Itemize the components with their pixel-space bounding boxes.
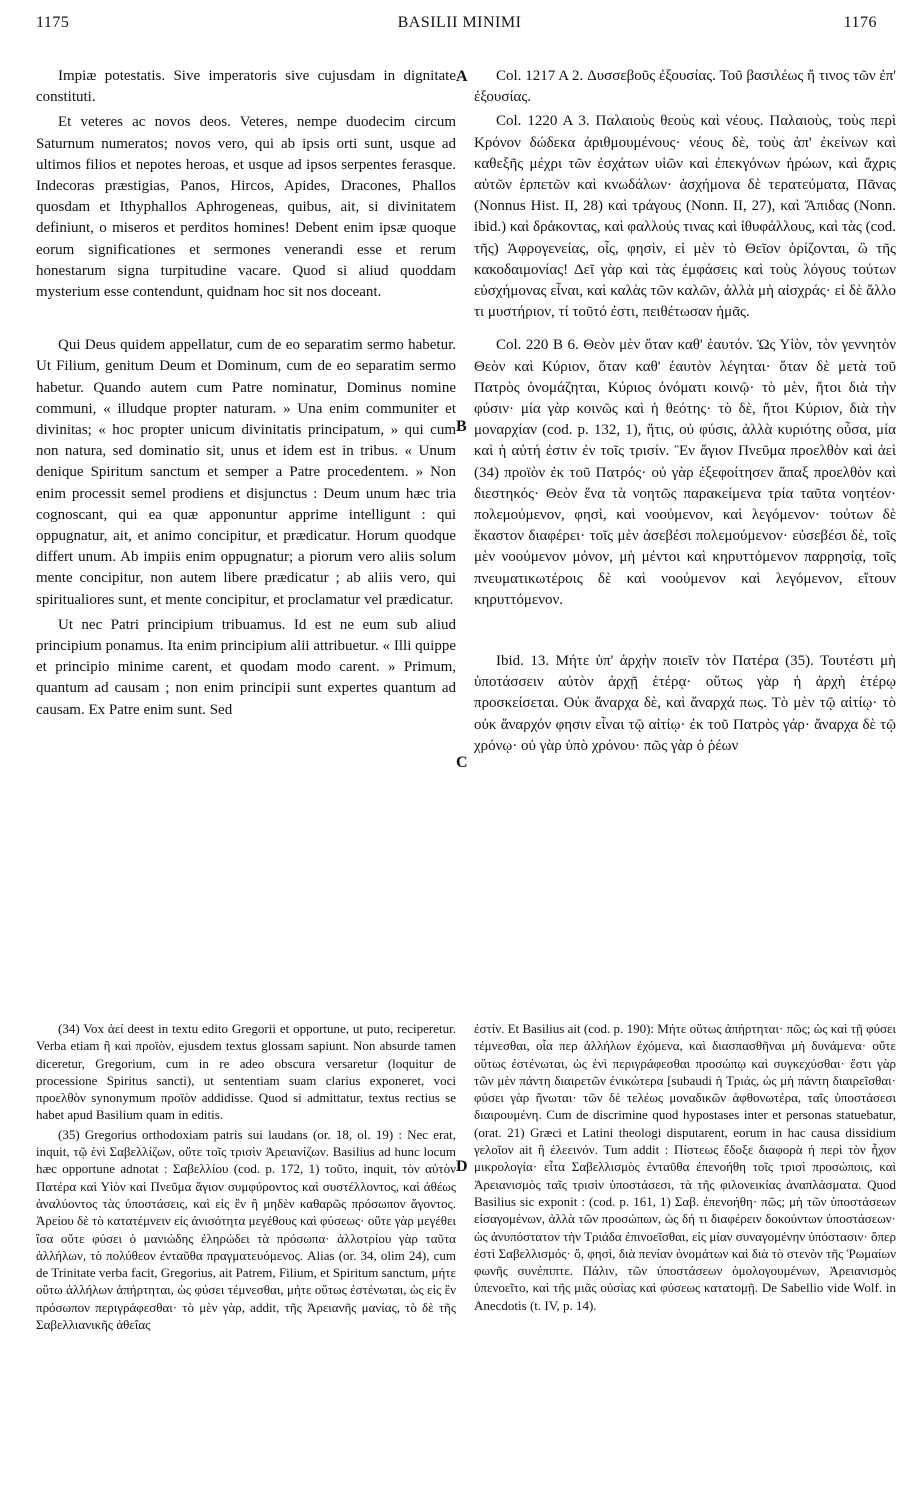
running-title: BASILII MINIMI xyxy=(397,14,522,31)
marker-d: D xyxy=(456,1158,468,1175)
greek-paragraph: Ibid. 13. Μήτε ὑπ' ἀρχὴν ποιεῖν τὸν Πατέρα (35). Τουτέστι μὴ ὑποτάσσειν αὐτὸν ἀρχῇ ἑτέρᾳ· οὕτως γὰρ ἡ ἀρχὴ ἑτέρῳ προσκείσεται. Οὐκ ἄναρχα δὲ, καὶ ἄναρχά πως. Τὸ μὲν τῷ αἰτίῳ· τὸ οὐκ ἄναρχόν φησιν εἶναι τῷ αἰτίῳ· ἐκ τοῦ Πατρὸς γάρ· ἄναρχα δὲ τῷ χρόνῳ· οὐ γὰρ ὑπὸ χρόνου· πῶς γὰρ ὁ ῥέων xyxy=(474,653,896,754)
greek-column xyxy=(474,66,896,760)
greek-paragraph: Col. 220 B 6. Θεὸν μὲν ὅταν καθ' ἑαυτόν. Ὡς Υἱὸν, τὸν γεννητὸν Θεὸν καὶ Κύριον, ὅταν καθ' ἑαυτὸν λέγηται· ὅταν δὲ μετὰ τοῦ Πατρὸς ὀνομάζηται, Κύριος ὀνόματι κοινῷ· τὸ μὲν, ἤτοι διὰ τὴν φύσιν· μία γὰρ κοινῶς καὶ ἡ θεότης· τὸ δὲ, ἤτοι Κύριον, διὰ τὴν μοναρχίαν (cod. p. 132, 1), ἥτις, οὐ φύσις, ἀλλὰ κυριότης οὖσα, μία καὶ ἡ αὐτή ἐστιν ἐν τοῖς τρισίν. Ἓν ἅγιον Πνεῦμα προελθὸν καὶ ἀεὶ (34) προϊὸν ἐκ τοῦ Πατρός· οὐ γὰρ ἐξεφοίτησεν ἅπαξ προελθὸν καὶ διεστηκός· Θεὸν ἕνα τὰ νοητῶς παρακείμενα τρία ταῦτα νοητέον· πολεμούμενον, φησὶ, καὶ νοούμενον, καὶ λεγόμενον· τούτων δὲ ἕκαστον διαφέρει· τοῖς μὲν ἀσεβέσι πολεμούμενον· εὐσεβέσι δὲ, τοῖς μὲν νοούμενον μόνον, μὴ μέντοι καὶ κηρυττόμενον παρρησίᾳ, τοῖς πνευματικωτέροις δὲ καὶ νοούμενον καὶ λεγόμενον, εἴτουν κηρυττόμενον. xyxy=(474,337,896,608)
latin-paragraph: Et veteres ac novos deos. Veteres, nempe duodecim circum Saturnum numeratos; novos vero, qui ab ipsis orti sunt, usque ad ultimos filios et nepotes heroas, et usque ad ipsos serpentes ferasque. Indecoras præstigias, Panos, Hircos, Apides, Dracones, Phallos quosdam et Ithyphallos Aphrogeneas, quibus, ait, si divinitatem definiunt, o miseros et perditos homines! Debent enim ipsæ quoque eorum significationes et sermones venerandi esse et rerum honestarum signa turpitudine vacare. Quod si aliud quoddam mysterium esse contendunt, quidnam hoc sit nos doceant. xyxy=(36,114,456,301)
marker-b: B xyxy=(456,418,467,435)
greek-paragraph: Col. 1217 A 2. Δυσσεβοῦς ἐξουσίας. Τοῦ βασιλέως ἤ τινος τῶν ἐπ' ἐξουσίας. xyxy=(474,68,896,106)
footnote: (35) Gregorius orthodoxiam patris sui laudans (or. 18, ol. 19) : Nec erat, inquit, τῷ ἑνὶ Σαβελλίζων, οὔτε τοῖς τρισὶν Ἀρειανίζων. Basilius ad hunc locum hæc opportune adnotat : Σαβελλίου (cod. p. 172, 1) τοῦτο, inquit, τὸν αὐτὸν Πατέρα καὶ Υἱὸν καὶ Πνεῦμα ἅγιον συμφύροντος καὶ συστέλλοντος, καὶ ἀθέως ἀναλύοντος τὰς ὑποστάσεις, καὶ εἰς ἓν ἢ μηδὲν καθαρῶς πρόσωπον ἄγοντος. Ἀρείου δὲ τὸ κατατέμνειν εἰς ἀνισότητα μεγέθους καὶ φύσεως· οὔτε γὰρ μεγέθει ἴσα οὔτε φύσει ὁ μανιώδης ἐληρώδει τὰ πρόσωπα· ἀλλοτρίου γὰρ ταῦτα ἀλλήλων, τὸ πολύθεον ἐνταῦθα πραγματευόμενος. Alias (or. 34, olim 24), cum de Trinitate verba facit, Gregorius, ait Patrem, Filium, et Spiritum sanctum, μήτε οὕτω ἀλλήλων ἀπήρτηται, ὡς φύσει τέμνεσθαι, μήτε οὕτως ἐστένωται, ὡς εἰς ἓν πρόσωπον περιγράφεσθαι· τὸ μὲν γὰρ, addit, τῆς Ἀρειανῆς μανίας, τὸ δὲ τῆς Σαβελλιανικῆς ἀθεΐας xyxy=(36,1126,456,1333)
page-number-left: 1175 xyxy=(36,14,70,31)
latin-paragraph: Impiæ potestatis. Sive imperatoris sive cujusdam in dignitate constituti. xyxy=(36,68,456,106)
footnote: (34) Vox ἀεί deest in textu edito Gregorii et opportune, ut puto, reciperetur. Verba etiam ἢ καὶ προϊὸν, ejusdem textus glossam sapiunt. Non absurde tamen diceretur, Gregorium, cum in re adeo obscura versaretur (loquitur de processione Spiritus sancti), ut sententiam suam clarius exponeret, voci προελθὸν synonymum προϊὸν addidisse. Quod si admittatur, textus rectius se habet apud Basilium quam in editis. xyxy=(36,1021,456,1123)
latin-column xyxy=(36,66,456,724)
page-number-right: 1176 xyxy=(843,14,877,31)
marker-a: A xyxy=(456,68,468,85)
latin-paragraph: Ut nec Patri principium tribuamus. Id est ne eum sub aliud principium ponamus. Ita enim principium alii attribuetur. « Illi quippe et principio minime carent, et quodam modo carent. » Primum, quantum ad causam ; non enim principii sunt expertes quantum ad causam. Ex Patre enim sunt. Sed xyxy=(36,616,456,718)
greek-paragraph: Col. 1220 A 3. Παλαιοὺς θεοὺς καὶ νέους. Παλαιοὺς, τοὺς περὶ Κρόνον δώδεκα ἀριθμουμένους· νέους δὲ, τοὺς ἀπ' ἐκείνων καὶ καθεξῆς μέχρι τῶν ἐσχάτων υἱῶν καὶ ἐπεκγόνων ἡρώων, καὶ ἄχρις αὐτῶν ἑρπετῶν καὶ κνωδάλων· ἀσχήμονα δὲ τερατεύματα, Πᾶνας (Nonnus Hist. II, 28) καὶ τράγους (Nonn. II, 27), καὶ Ἄπιδας (Nonn. ibid.) καὶ δράκοντας, καὶ φαλλούς τινας καὶ ἰθυφάλλους, καὶ τὰς (cod. τῆς) Ἀφρογενείας, οἷς, φησὶν, εἰ μὲν τὸ Θεῖον ὁρίζονται, ὢ τῆς κακοδαιμονίας! Δεῖ γὰρ καὶ τὰς ἐμφάσεις καὶ τοὺς λόγους τούτων εὐσχήμονας εἶναι, καὶ καλὰς τῶν καλῶν, ἀλλὰ μὴ αἰσχράς· εἰ δὲ ἄλλο τι μυστήριον, τί τοῦτό ἐστι, πειθέτωσαν ἡμᾶς. xyxy=(474,113,896,321)
marker-c: C xyxy=(456,754,468,771)
footnote-continuation: ἐστίν. Et Basilius ait (cod. p. 190): Μήτε οὕτως ἀπήρτηται· πῶς; ὡς καὶ τῇ φύσει τέμνεσθαι, οἷα περ ἀλλήλων ἐχόμενα, καὶ διασπασθῆναι μὴ δυνάμενα· οὔτε οὕτως ἐστένωται, ὡς ἑνὶ περιγράφεσθαι προσώπῳ καὶ συγκεχύσθαι· ἔστι γὰρ τῶν μὲν πάντη διαιρετῶν ἐνικώτερα [subaudi ἡ Τριάς, ὡς μὴ πάντη διαιρεῖσθαι· φύσει γὰρ ἥνωται· τῶν δὲ τελέως μοναδικῶν ἀφθονωτέρα, ταῖς ὑποστάσεσι διαιρουμένη. Cum de discrimine quod hypostases inter et personas statuebatur, (orat. 21) Græci et Latini theologi disputarent, eorum in hac causa dissidium γελοῖον ait ἢ ἐλεεινόν. Tum addit : Πίστεως ἔδοξε διαφορὰ ἡ περὶ τὸν ἦχον μικρολογία· εἶτα Σαβελλισμὸς ἐνταῦθα ἐπενοήθη τοῖς τρισὶ προσώποις, καὶ Ἀρειανισμὸς ταῖς τρισὶν ὑποστάσεσι, τὰ τῆς φιλονεικίας ἀναπλάσματα. Quod Basilius sic exponit : (cod. p. 161, 1) Σαβ. ἐπενοήθη· πῶς; μὴ τῶν ὑποστάσεων εἰσαγομένων, ἀλλὰ τῶν προσώπων, ὡς δή τι διαφέρειν δοκούντων ὑποστάσεων· ὡς ἀνυπόστατον τὴν Τριάδα ἐπινοεῖσθαι, εἰς μίαν συναγομένην ὑπόστασιν· ὅπερ ἐστὶ Σαβελλισμός· ὅ, φησὶ, διὰ πενίαν ὀνομάτων καὶ διὰ τὸ στενὸν τῆς Ῥωμαίων φωνῆς συνέπιπτε. Πάλιν, τῶν ὑποστάσεων ὁμολογουμένων, Ἀρειανισμὸς ὑπενοεῖτο, καὶ τῆς μιᾶς οὐσίας καὶ φύσεως κατατομῇ. De Sabellio vide Wolf. in Anecdotis (t. IV, p. 14). xyxy=(474,1021,896,1313)
footnotes-right xyxy=(474,1020,896,1316)
latin-paragraph: Qui Deus quidem appellatur, cum de eo separatim sermo habetur. Ut Filium, genitum Deum et Dominum, cum de eo separatim sermo habetur. Quando autem cum Patre nominatur, Dominus nomine communi, « illudque propter naturam. » Una enim communiter et divinitas; « hoc propter unicum divinitatis principatum, » qui cum non natura, sed dominatio sit, unus et idem est in tribus. « Unum denique Spiritum sanctum et semper a Patre procedentem. » Non enim processit semel prodiens et disjunctus : Deum unum hæc tria cognoscant, qui ea quæ apponuntur apprime intelligunt : qui oppugnatur, ait, et animo concipitur, et prædicatur. Horum quodque differt unum. Ab impiis enim oppugnatur; a piorum vero aliis solum mente concipitur, non autem libere prædicatur ; ab aliis vero, qui spiritualiores sunt, et mente concipitur, et proclamatur vel prædicatur. xyxy=(36,337,456,608)
footnotes-left xyxy=(36,1020,456,1335)
